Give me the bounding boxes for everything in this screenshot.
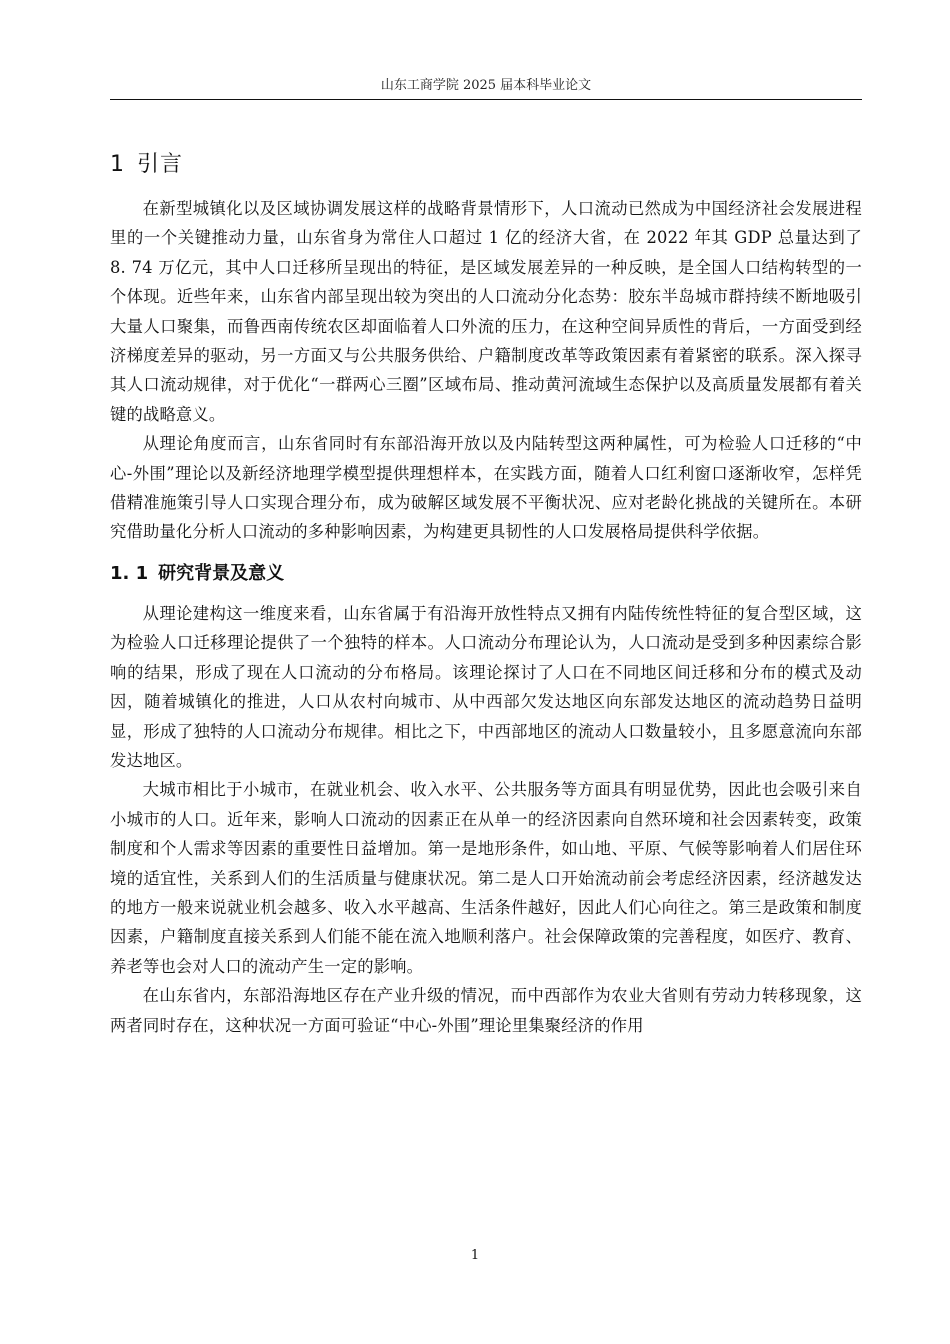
body-paragraph: 在新型城镇化以及区域协调发展这样的战略背景情形下，人口流动已然成为中国经济社会发展进程里的一个关键推动力量，山东省身为常住人口超过 1 亿的经济大省，在 2022 年其 GDP 总量达到了 8. 74 万亿元，其中人口迁移所呈现出的特征，是区域发展差异的一种反映，是全国人口结构转型的一个体现。近些年来，山东省内部呈现出较为突出的人口流动分化态势：胶东半岛城市群持续不断地吸引大量人口聚集，而鲁西南传统农区却面临着人口外流的压力，在这种空间异质性的背后，一方面受到经济梯度差异的驱动，另一方面又与公共服务供给、户籍制度改革等政策因素有着紧密的联系。深入探寻其人口流动规律，对于优化“一群两心三圈”区域布局、推动黄河流域生态保护以及高质量发展都有着关键的战略意义。 <box>110 199 862 424</box>
body-paragraph: 在山东省内，东部沿海地区存在产业升级的情况，而中西部作为农业大省则有劳动力转移现象，这两者同时存在，这种状况一方面可验证“中心-外围”理论里集聚经济的作用 <box>110 986 862 1035</box>
section-heading <box>110 146 862 184</box>
page-number: 1 <box>470 1248 480 1263</box>
body-paragraph: 从理论建构这一维度来看，山东省属于有沿海开放性特点又拥有内陆传统性特征的复合型区域，这为检验人口迁移理论提供了一个独特的样本。人口流动分布理论认为，人口流动是受到多种因素综合影响的结果，形成了现在人口流动的分布格局。该理论探讨了人口在不同地区间迁移和分布的模式及动因，随着城镇化的推进，人口从农村向城市、从中西部欠发达地区向东部发达地区的流动趋势日益明显，形成了独特的人口流动分布规律。相比之下，中西部地区的流动人口数量较小，且多愿意流向东部发达地区。 <box>110 603 862 770</box>
running-header: 山东工商学院 2025 届本科毕业论文 <box>380 78 592 93</box>
page-body <box>110 146 862 1040</box>
subsection-number: 1. 1 <box>110 562 149 584</box>
section-number: 1 <box>110 152 125 177</box>
body-paragraph: 从理论角度而言，山东省同时有东部沿海开放以及内陆转型这两种属性，可为检验人口迁移的“中心-外围”理论以及新经济地理学模型提供理想样本，在实践方面，随着人口红利窗口逐渐收窄，怎样凭借精准施策引导人口实现合理分布，成为破解区域发展不平衡状况、应对老龄化挑战的关键所在。本研究借助量化分析人口流动的多种影响因素，为构建更具韧性的人口发展格局提供科学依据。 <box>110 434 862 542</box>
subsection-heading <box>110 559 862 589</box>
body-paragraph: 大城市相比于小城市，在就业机会、收入水平、公共服务等方面具有明显优势，因此也会吸引来自小城市的人口。近年来，影响人口流动的因素正在从单一的经济因素向自然环境和社会因素转变，政策制度和个人需求等因素的重要性日益增加。第一是地形条件，如山地、平原、气候等影响着人们居住环境的适宜性，关系到人们的生活质量与健康状况。第二是人口开始流动前会考虑经济因素，经济越发达的地方一般来说就业机会越多、收入水平越高、生活条件越好，因此人们心向往之。第三是政策和制度因素，户籍制度直接关系到人们能不能在流入地顺利落户。社会保障政策的完善程度，如医疗、教育、养老等也会对人口的流动产生一定的影响。 <box>110 780 862 976</box>
section-title: 引言 <box>137 152 184 177</box>
header-rule <box>110 99 862 100</box>
subsection-title: 研究背景及意义 <box>158 562 285 584</box>
